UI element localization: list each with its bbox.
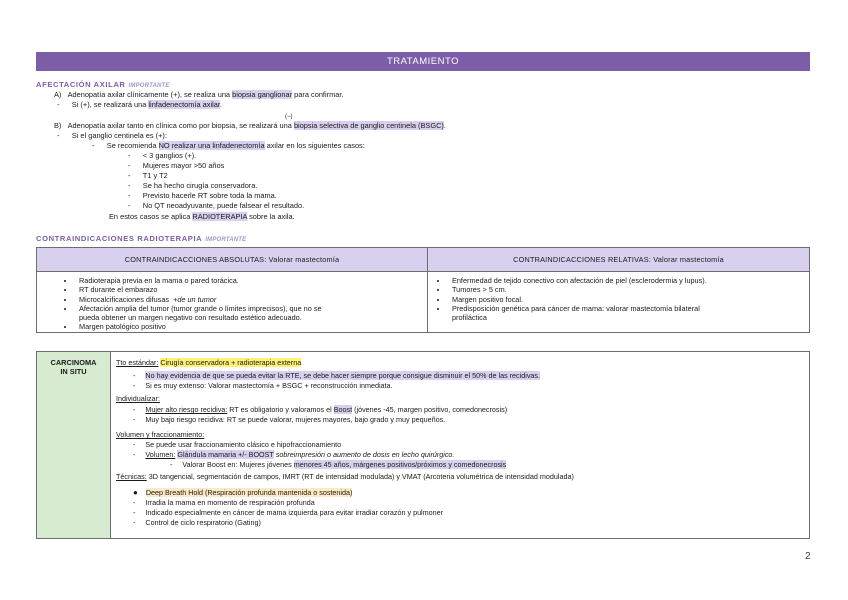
carcinoma-box <box>36 351 810 539</box>
vol-sub-3: - Valorar Boost en: Mujeres jóvenes menores 45 años, márgenes positivos/próximos y comedonecrosis <box>170 460 507 469</box>
dbh-item <box>133 488 352 497</box>
text: Volumen: <box>145 450 176 459</box>
negative-mark: (−) <box>285 114 293 120</box>
case-text: Previsto hacerle RT sobre toda la mama. <box>142 191 277 200</box>
axilar-b-subsub <box>92 141 365 150</box>
highlight: No hay evidencia de que se pueda evitar la RTE, se debe hacer <box>145 371 352 380</box>
highlight: Deep Breath Hold (Respiración profunda mantenida o sostenida) <box>145 488 353 497</box>
text: 3D tangencial, segmentación de campos, IMRT (RT de intensidad modulada) y VMAT (Arcoteria volumétrica de intensidad modulada) <box>146 472 574 481</box>
rel-cell <box>428 272 810 333</box>
label-line: IN SITU <box>60 367 87 376</box>
text: En estos casos se aplica <box>109 212 193 221</box>
item-prefix: B) <box>54 121 62 130</box>
case-text: T1 y T2 <box>142 171 168 180</box>
text: sobreimpresión o aumento de dosis en lecho quirúrgico. <box>273 450 455 459</box>
text: Volumen y fraccionamiento: <box>116 430 205 439</box>
list-item <box>75 295 427 304</box>
axilar-b-sub <box>57 131 167 140</box>
text: Control de ciclo respiratorio (Gating) <box>145 518 261 527</box>
std-label: Tto estándar: <box>116 358 159 367</box>
highlight: porque consigue disminuir el 50% de las recidivas. <box>376 371 541 380</box>
text: axilar en los siguientes casos: <box>264 141 365 150</box>
case-item: - T1 y T2 <box>128 171 168 180</box>
text: Valorar Boost en: Mujeres jóvenes <box>182 460 294 469</box>
handwritten-note: +de un tumor <box>173 294 217 304</box>
rel-header: CONTRAINDICACCIONES RELATIVAS: Valorar mastectomía <box>428 248 810 272</box>
abs-header: CONTRAINDICACCIONES ABSOLUTAS: Valorar mastectomía <box>37 248 428 272</box>
important-tag: IMPORTANTE <box>205 237 247 243</box>
highlight: biopsia selectiva de ganglio centinela (BSGC) <box>293 121 444 130</box>
bullet: ● <box>133 488 138 497</box>
text: para confirmar. <box>292 90 344 99</box>
page-number: 2 <box>805 551 811 562</box>
highlight: NO realizar una linfadenectomía <box>158 141 265 150</box>
text: Se recomienda <box>106 141 159 150</box>
text: Adenopatía axilar tanto en clínica como por biopsia, se realizará una <box>67 121 294 130</box>
vol-sub-2: - Volumen: Glándula mamaria +/- BOOST sobreimpresión o aumento de dosis en lecho quirúrgico. <box>133 450 455 459</box>
vol-label <box>116 430 204 439</box>
text: (jóvenes -45, margen positivo, comedonecrosis) <box>352 405 508 414</box>
contra-heading-text: CONTRAINDICACIONES RADIOTERAPIA <box>36 234 203 243</box>
text: Si (+), se realizará una <box>71 100 149 109</box>
text: Si el ganglio centinela es (+): <box>71 131 167 140</box>
case-text: No QT neoadyuvante, puede falsear el resultado. <box>142 201 305 210</box>
case-item: - No QT neoadyuvante, puede falsear el resultado. <box>128 201 305 210</box>
list-item: • Radioterapia previa en la mama o pared torácica. <box>75 276 427 285</box>
text: RT es obligatorio y valoramos el <box>227 405 334 414</box>
list-item: • RT durante el embarazo <box>75 285 427 294</box>
list-item: • Tumores > 5 cm. <box>448 285 809 294</box>
text: Muy bajo riesgo recidiva: RT se puede valorar, mujeres mayores, bajo grado y muy pequeños. <box>145 415 446 424</box>
text: Adenopatía axilar clínicamente (+), se realiza una <box>67 90 233 99</box>
highlight: siempre <box>351 371 377 380</box>
text: . <box>219 100 222 109</box>
abs-cell <box>37 272 428 333</box>
highlight: menores 45 años, márgenes positivos/próximos y comedonecrosis <box>293 460 507 469</box>
list-item-continuation: pueda obtener un margen negativo con resultado estético adecuado. <box>79 313 302 323</box>
ind-label <box>116 394 160 403</box>
highlight: Boost <box>333 405 353 414</box>
case-text: Se ha hecho cirugía conservadora. <box>142 181 258 190</box>
carcinoma-label <box>37 352 111 538</box>
axilar-heading <box>36 80 170 89</box>
std-sub-2: - Si es muy extenso: Valorar mastectomía + BSGC + reconstrucción inmediata. <box>133 381 393 390</box>
dash: - <box>57 100 60 109</box>
text: Indicado especialmente en cáncer de mama izquierda para evitar irradiar corazón y pulmoner <box>145 508 444 517</box>
text: Si es muy extenso: Valorar mastectomía + BSGC + reconstrucción inmediata. <box>145 381 393 390</box>
tec-line <box>116 472 574 481</box>
text: sobre la axila. <box>247 212 295 221</box>
case-item: - Previsto hacerle RT sobre toda la mama. <box>128 191 277 200</box>
list-item: • Predisposición genética para cáncer de mama: valorar mastectomía bilateral <box>448 304 809 313</box>
axilar-heading-text: AFECTACIÓN AXILAR <box>36 80 126 89</box>
list-item: • Enfermedad de tejido conectivo con afectación de piel (esclerodermia y lupus). <box>448 276 809 285</box>
contra-heading <box>36 234 246 243</box>
dash: - <box>57 131 60 140</box>
label-line: CARCINOMA <box>50 358 97 367</box>
highlight: biopsia ganglionar <box>232 90 293 99</box>
text: Individualizar: <box>116 394 160 403</box>
case-text: Mujeres mayor >50 años <box>142 161 225 170</box>
dash: - <box>92 141 95 150</box>
item-prefix: A) <box>54 90 62 99</box>
section-title-bar: TRATAMIENTO <box>36 52 810 71</box>
highlight: Cirugía conservadora + radioterapia externa <box>160 358 302 367</box>
axilar-a-sub <box>57 100 222 109</box>
important-tag: IMPORTANTE <box>128 83 170 89</box>
std-sub-1: - No hay evidencia de que se pueda evitar la RTE, se debe hacer siempre porque consigue disminuir el 50% de las recidivas. <box>133 371 541 380</box>
highlight: linfadenectomía axilar <box>148 100 220 109</box>
axilar-b <box>54 121 446 130</box>
text: Mujer alto riesgo recidiva: <box>145 405 228 414</box>
tec-sub-1: - Irradia la mama en momento de respiración profunda <box>133 498 315 507</box>
vol-sub-1: - Se puede usar fraccionamiento clásico e hipofraccionamiento <box>133 440 342 449</box>
ind-sub-2: - Muy bajo riesgo recidiva: RT se puede valorar, mujeres mayores, bajo grado y muy pequeños. <box>133 415 446 424</box>
highlight: Glándula mamaria +/- BOOST <box>177 450 274 459</box>
highlight: RADIOTERAPIA <box>192 212 248 221</box>
case-item: - Mujeres mayor >50 años <box>128 161 225 170</box>
case-item: - Se ha hecho cirugía conservadora. <box>128 181 258 190</box>
text: Se puede usar fraccionamiento clásico e hipofraccionamiento <box>145 440 342 449</box>
tec-sub-2: - Indicado especialmente en cáncer de mama izquierda para evitar irradiar corazón y pulmoner <box>133 508 444 517</box>
text: Irradia la mama en momento de respiración profunda <box>145 498 315 507</box>
std-line <box>116 358 301 367</box>
case-item: - < 3 ganglios (+). <box>128 151 197 160</box>
contraindications-table <box>36 247 810 333</box>
ind-sub-1: - Mujer alto riesgo recidiva: RT es obligatorio y valoramos el Boost (jóvenes -45, margen positivo, comedonecrosis) <box>133 405 508 414</box>
radioterapia-line <box>109 212 295 221</box>
list-item: • Afectación amplia del tumor (tumor grande o límites imprecisos), que no se <box>75 304 427 313</box>
list-item: • Margen positivo focal. <box>448 295 809 304</box>
tec-sub-3: - Control de ciclo respiratorio (Gating) <box>133 518 261 527</box>
case-text: < 3 ganglios (+). <box>142 151 197 160</box>
list-item: • Margen patológico positivo <box>75 322 427 331</box>
text: Microcalcificaciones difusas <box>79 294 170 304</box>
axilar-a <box>54 90 343 99</box>
text: Técnicas: <box>116 472 147 481</box>
list-item-continuation: profiláctica <box>452 313 487 323</box>
text: . <box>443 121 446 130</box>
